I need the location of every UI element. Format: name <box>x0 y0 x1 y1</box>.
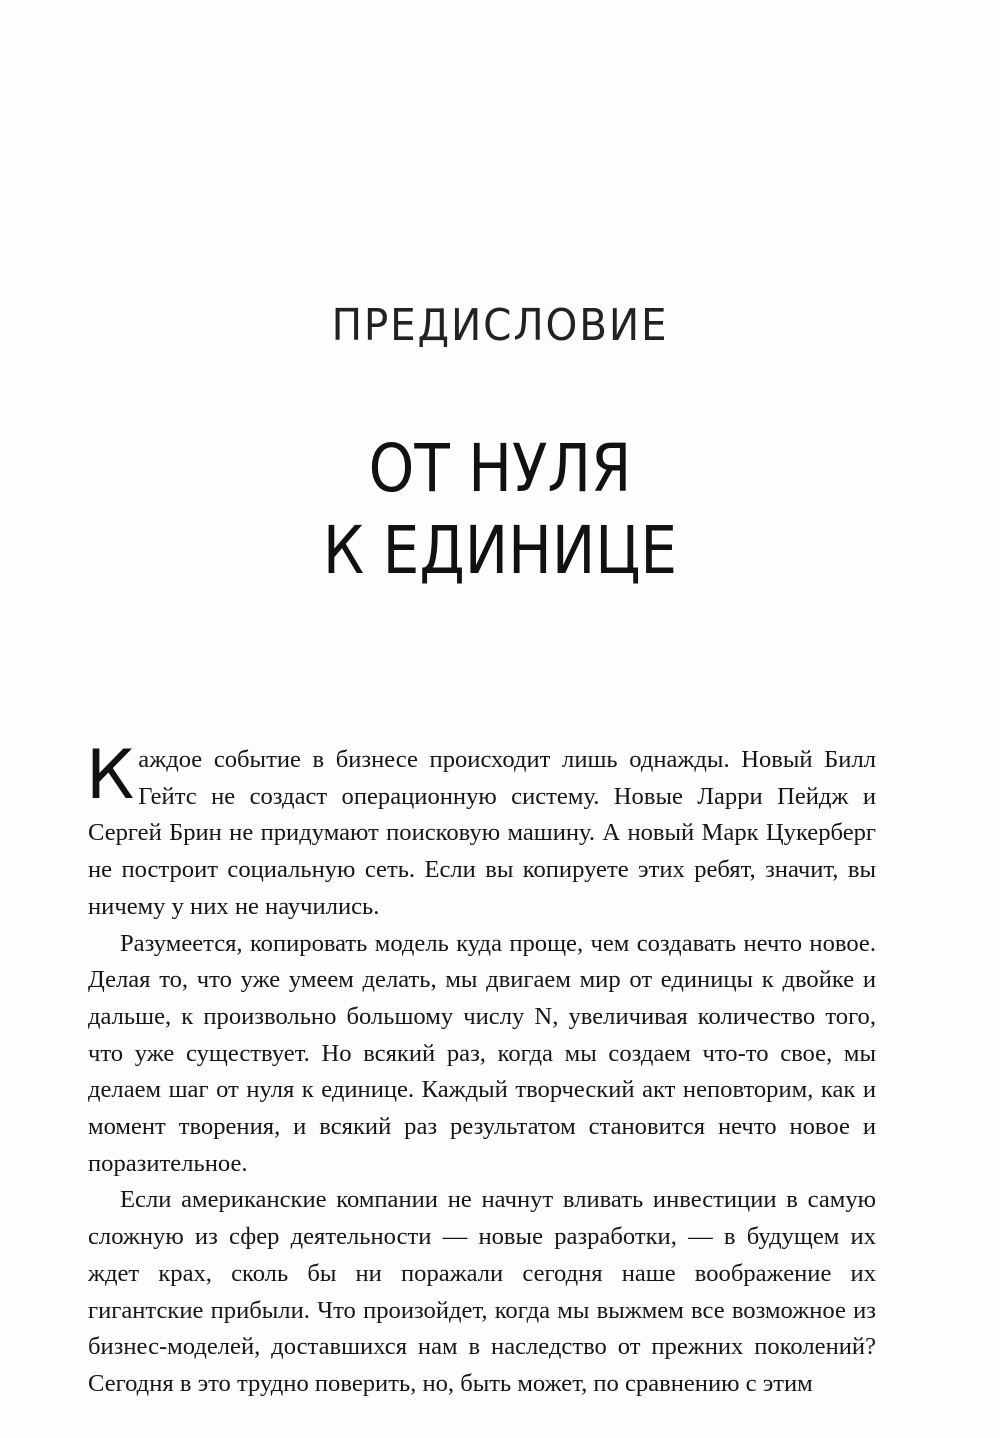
drop-cap: К <box>86 736 135 815</box>
chapter-kicker: ПРЕДИСЛОВИЕ <box>331 300 669 351</box>
chapter-title <box>60 428 940 592</box>
chapter-title-line-2: К ЕДИНИЦЕ <box>322 512 678 589</box>
paragraph-1 <box>86 736 876 926</box>
paragraph-3: Если американские компании не начнут вливать инвестиции в самую сложную из сфер деятельности — новые разработки, — в будущем их ждет крах, сколь бы ни поражали сегодня наше воображение их гигантские прибыли. Что произойдет, когда мы выжмем все возможное из бизнес-моделей, доставшихся нам в наследство от прежних поколений? Сегодня в это трудно поверить, но, быть может, по сравнению с этим <box>88 1186 876 1397</box>
chapter-title-line-1: ОТ НУЛЯ <box>368 430 632 507</box>
paragraph-2: Разумеется, копировать модель куда проще, чем создавать нечто новое. Делая то, что уже умеем делать, мы двигаем мир от единицы к двойке и дальше, к произвольно большому числу N, увеличивая количество того, что уже существует. Но всякий раз, когда мы создаем что-то свое, мы делаем шаг от нуля к единице. Каждый творческий акт неповторим, как и момент творения, и всякий раз результатом становится нечто новое и поразительное. <box>88 929 876 1177</box>
paragraph-1-text: аждое событие в бизнесе происходит лишь однажды. Новый Билл Гейтс не создаст операционную систему. Новые Ларри Пейдж и Сергей Брин не придумают поисковую машину. А новый Марк Цукерберг не построит социальную сеть. Если вы копируете этих ребят, значит, вы ничему у них не научились. <box>88 746 876 920</box>
body-text <box>86 736 876 1403</box>
